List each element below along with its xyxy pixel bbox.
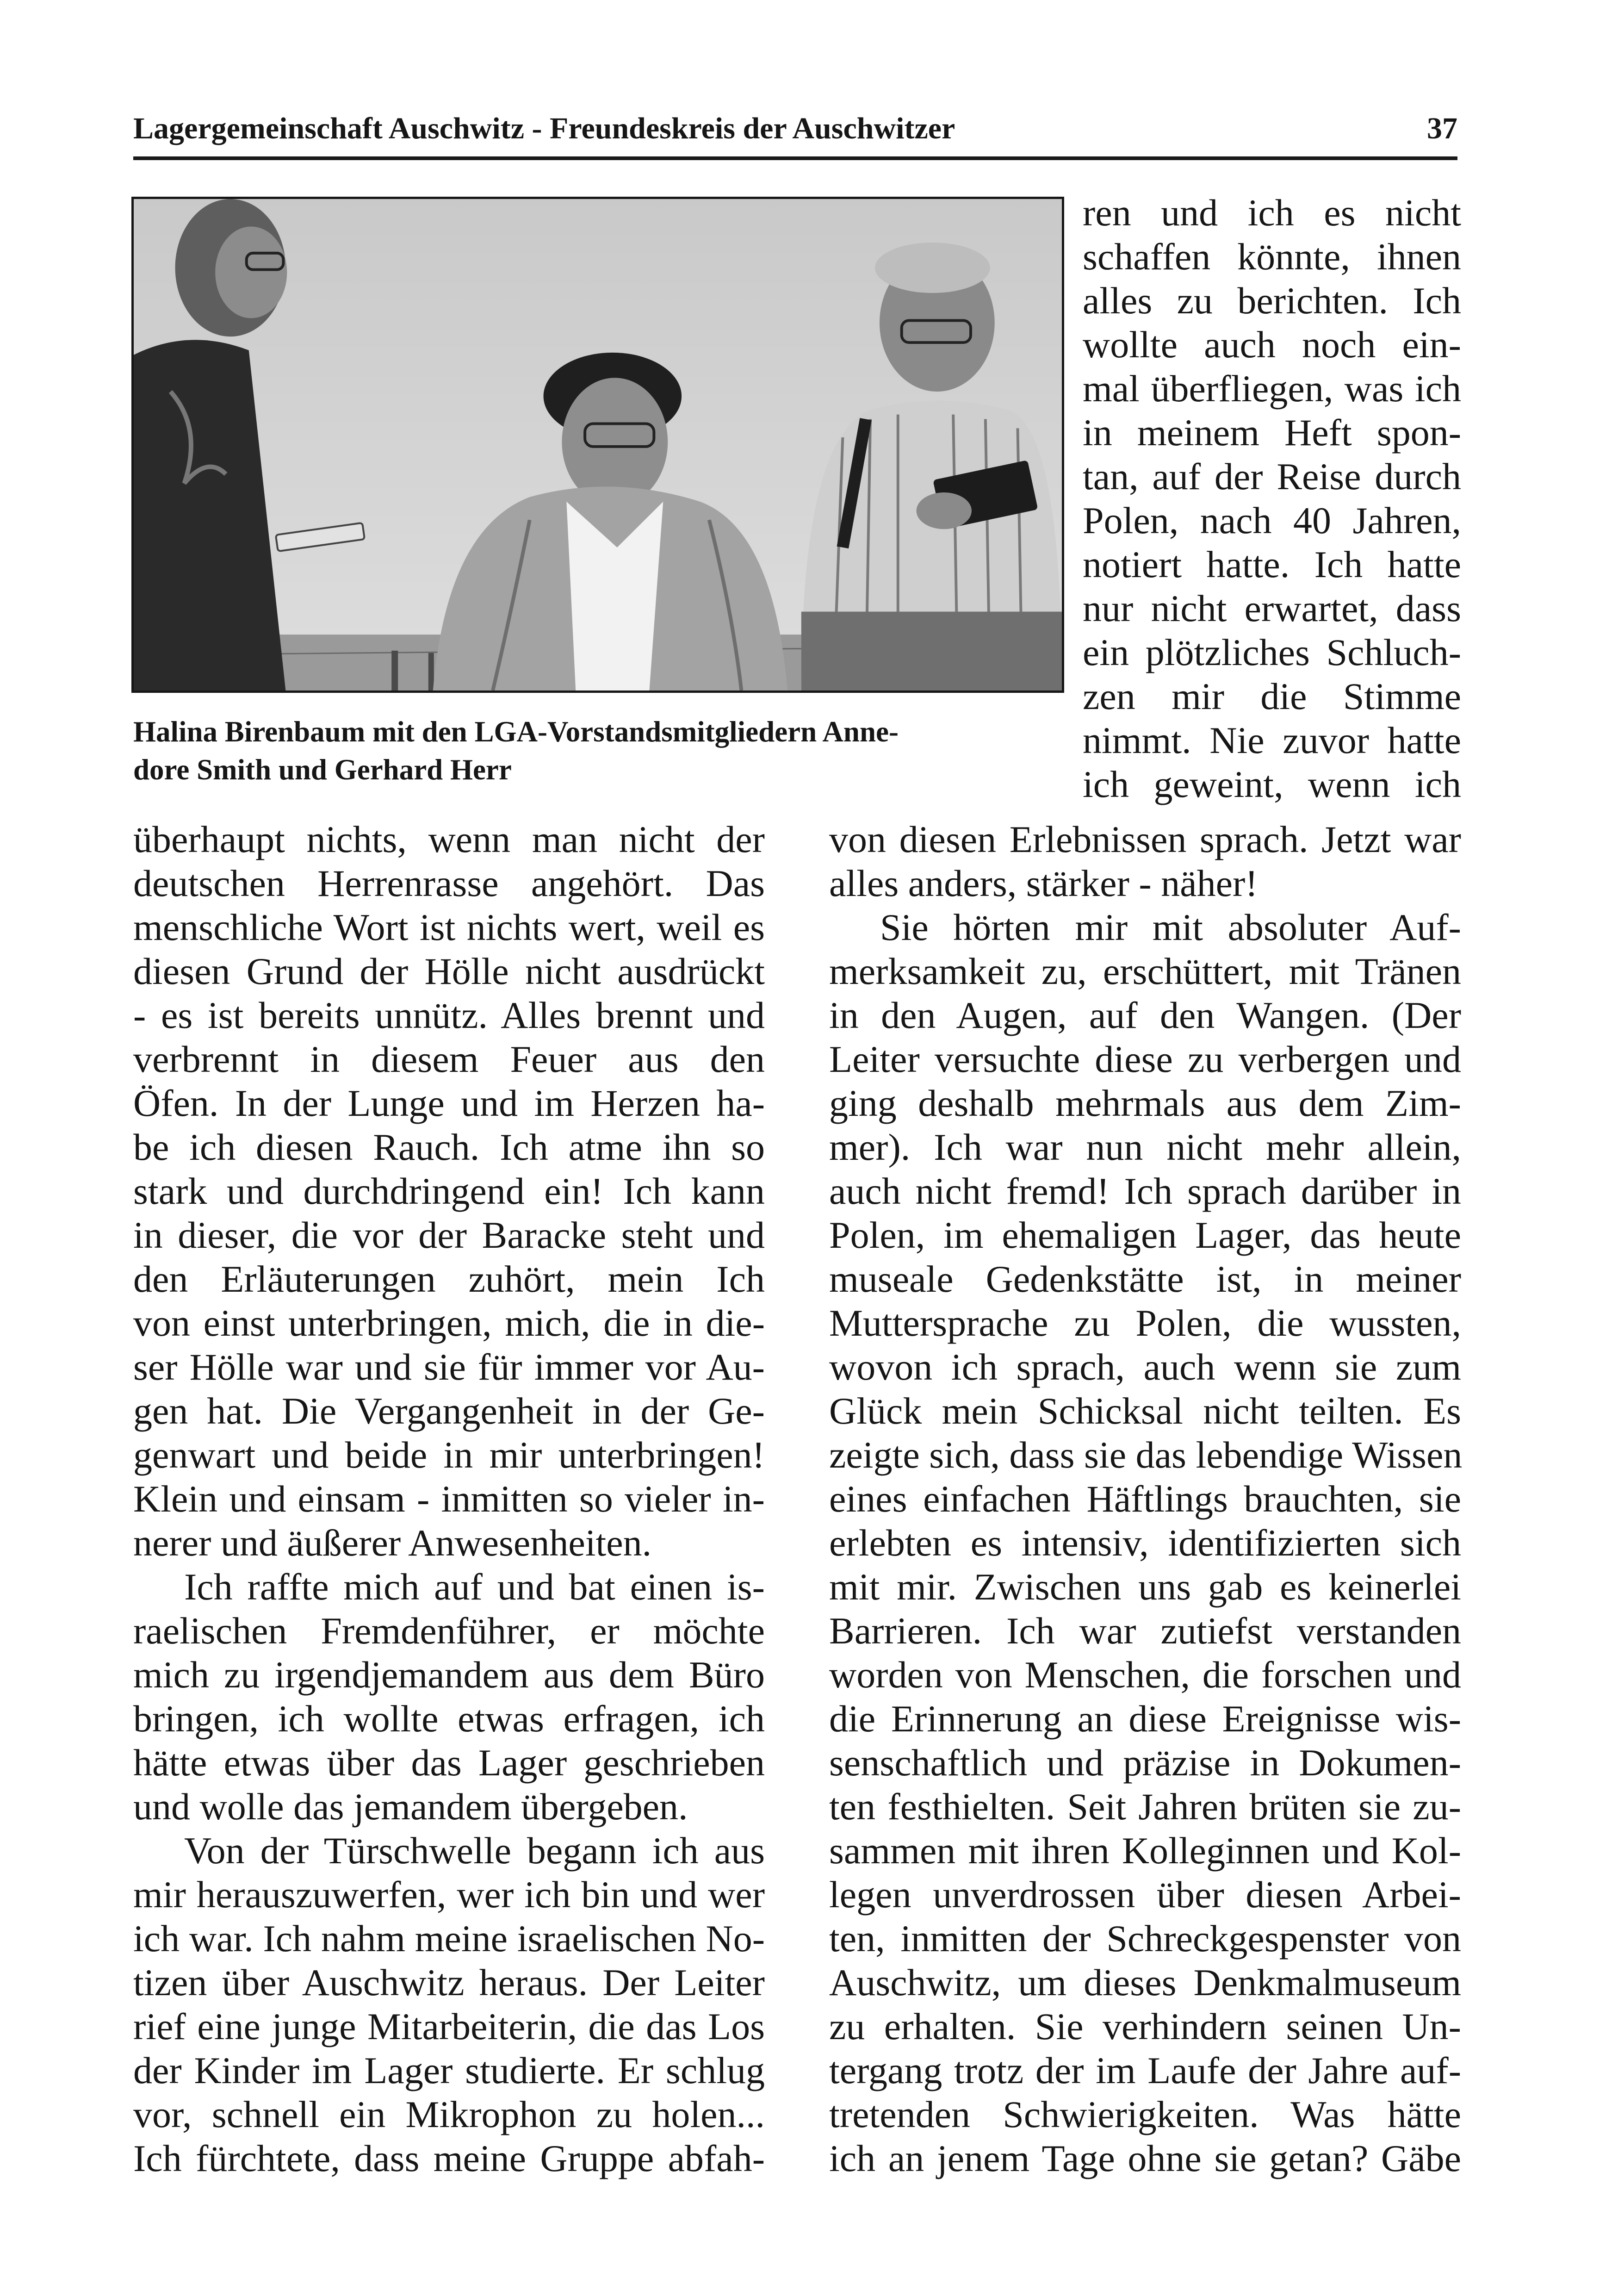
paragraph: [133, 817, 765, 1565]
text-line: mich zu irgendjemandem aus dem Büro: [133, 1654, 765, 1696]
paragraph: [829, 905, 1461, 2180]
text-line: Von der Türschwelle begann ich aus: [184, 1829, 765, 1872]
text-line: senschaftlich und präzise in Dokumen-: [829, 1742, 1461, 1784]
text-line: Leiter versuchte diese zu verbergen und: [829, 1038, 1461, 1080]
text-line: raelischen Fremdenführer, er möchte: [133, 1610, 765, 1652]
text-line: ging deshalb mehrmals aus dem Zim-: [829, 1082, 1461, 1124]
text-line: nur nicht erwartet, dass: [1083, 587, 1461, 629]
photo-image: [134, 199, 1062, 691]
text-line: genwart und beide in mir unterbringen!: [133, 1434, 765, 1476]
text-line: tan, auf der Reise durch: [1083, 455, 1461, 498]
text-line: tergang trotz der im Laufe der Jahre auf-: [829, 2049, 1461, 2091]
text-line: menschliche Wort ist nichts wert, weil es: [133, 906, 765, 948]
text-line: rief eine junge Mitarbeiterin, die das Los: [133, 2005, 765, 2047]
text-line: museale Gedenkstätte ist, in meiner: [829, 1258, 1461, 1300]
text-line: Ich fürchtete, dass meine Gruppe abfah-: [133, 2137, 765, 2179]
text-line: Öfen. In der Lunge und im Herzen ha-: [133, 1082, 765, 1124]
text-line: zu erhalten. Sie verhindern seinen Un-: [829, 2005, 1461, 2047]
text-line: stark und durchdringend ein! Ich kann: [133, 1170, 765, 1212]
text-line: nimmt. Nie zuvor hatte: [1083, 719, 1461, 761]
journal-title: Lagergemeinschaft Auschwitz - Freundeskreis der Auschwitzer: [133, 112, 955, 145]
text-line: tretenden Schwierigkeiten. Was hätte: [829, 2093, 1461, 2135]
text-line: ein plötzliches Schluch-: [1083, 631, 1461, 673]
text-line: Glück mein Schicksal nicht teilten. Es: [829, 1390, 1461, 1432]
text-line: den Erläuterungen zuhört, mein Ich: [133, 1258, 765, 1300]
text-line: zeigte sich, dass sie das lebendige Wissen: [829, 1434, 1463, 1476]
text-line: deutschen Herrenrasse angehört. Das: [133, 862, 765, 904]
text-line: in meinem Heft spon-: [1083, 411, 1461, 454]
paragraph: [829, 817, 1461, 905]
text-line: schaffen könnte, ihnen: [1083, 236, 1461, 278]
text-line: in den Augen, auf den Wangen. (Der: [829, 994, 1461, 1036]
text-line: mal überfliegen, was ich: [1083, 367, 1461, 410]
text-line: mer). Ich war nun nicht mehr allein,: [829, 1126, 1461, 1168]
text-column-top-right: [1083, 191, 1461, 806]
caption-line: dore Smith und Gerhard Herr: [133, 753, 512, 786]
text-line: ten festhielten. Seit Jahren brüten sie zu-: [829, 1786, 1461, 1828]
running-header: [133, 101, 1457, 160]
text-line: in dieser, die vor der Baracke steht und: [133, 1214, 765, 1256]
text-line: die Erinnerung an diese Ereignisse wis-: [829, 1698, 1461, 1740]
text-line: von diesen Erlebnissen sprach. Jetzt war: [829, 818, 1461, 860]
text-line: bringen, ich wollte etwas erfragen, ich: [133, 1698, 765, 1740]
text-line: Sie hörten mir mit absoluter Auf-: [880, 906, 1461, 948]
text-line: ten, inmitten der Schreckgespenster von: [829, 1917, 1461, 1960]
text-line: ich an jenem Tage ohne sie getan? Gäbe: [829, 2137, 1461, 2179]
text-line: alles anders, stärker - näher!: [829, 862, 1258, 904]
text-line: sammen mit ihren Kolleginnen und Kol-: [829, 1829, 1461, 1872]
text-line: merksamkeit zu, erschüttert, mit Tränen: [829, 950, 1461, 992]
text-line: Klein und einsam - inmitten so vieler in-: [133, 1478, 765, 1520]
text-line: auch nicht fremd! Ich sprach darüber in: [829, 1170, 1461, 1212]
paragraph: [133, 1829, 765, 2180]
text-line: worden von Menschen, die forschen und: [829, 1654, 1461, 1696]
text-line: be ich diesen Rauch. Ich atme ihn so: [133, 1126, 765, 1168]
paragraph: [133, 1565, 765, 1829]
text-line: eines einfachen Häftlings brauchten, sie: [829, 1478, 1461, 1520]
text-line: Polen, im ehemaligen Lager, das heute: [829, 1214, 1461, 1256]
text-line: ser Hölle war und sie für immer vor Au-: [133, 1346, 765, 1388]
text-line: nerer und äußerer Anwesenheiten.: [133, 1522, 652, 1564]
page-number: 37: [1427, 112, 1457, 145]
text-line: mit mir. Zwischen uns gab es keinerlei: [829, 1566, 1461, 1608]
text-column-right: [829, 817, 1461, 2180]
text-line: Barrieren. Ich war zutiefst verstanden: [829, 1610, 1461, 1652]
text-line: Polen, nach 40 Jahren,: [1083, 499, 1461, 541]
text-line: zen mir die Stimme: [1083, 675, 1461, 717]
text-line: erlebten es intensiv, identifizierten sich: [829, 1522, 1461, 1564]
text-line: Auschwitz, um dieses Denkmalmuseum: [829, 1961, 1461, 2004]
text-line: vor, schnell ein Mikrophon zu holen...: [133, 2093, 765, 2135]
photo-caption: [133, 713, 1059, 789]
text-line: der Kinder im Lager studierte. Er schlug: [133, 2049, 765, 2091]
caption-line: Halina Birenbaum mit den LGA-Vorstandsmitgliedern Anne-: [133, 716, 899, 748]
text-line: Muttersprache zu Polen, die wussten,: [829, 1302, 1461, 1344]
text-line: diesen Grund der Hölle nicht ausdrückt: [133, 950, 765, 992]
text-line: mir herauszuwerfen, wer ich bin und wer: [133, 1873, 765, 1916]
text-line: wovon ich sprach, auch wenn sie zum: [829, 1346, 1461, 1388]
text-line: verbrennt in diesem Feuer aus den: [133, 1038, 765, 1080]
text-column-left: [133, 817, 765, 2180]
text-line: legen unverdrossen über diesen Arbei-: [829, 1873, 1461, 1916]
text-line: gen hat. Die Vergangenheit in der Ge-: [133, 1390, 765, 1432]
text-line: alles zu berichten. Ich: [1083, 280, 1461, 322]
text-line: notiert hatte. Ich hatte: [1083, 543, 1461, 585]
text-line: tizen über Auschwitz heraus. Der Leiter: [133, 1961, 765, 2004]
text-line: wollte auch noch ein-: [1083, 324, 1461, 366]
text-line: überhaupt nichts, wenn man nicht der: [133, 818, 765, 860]
text-line: - es ist bereits unnütz. Alles brennt und: [133, 994, 765, 1036]
text-line: Ich raffte mich auf und bat einen is-: [184, 1566, 765, 1608]
text-line: ren und ich es nicht: [1083, 192, 1461, 234]
text-line: von einst unterbringen, mich, die in die-: [133, 1302, 765, 1344]
text-line: ich geweint, wenn ich: [1083, 763, 1461, 805]
text-line: hätte etwas über das Lager geschrieben: [133, 1742, 765, 1784]
photo: [131, 197, 1064, 693]
text-line: und wolle das jemandem übergeben.: [133, 1786, 688, 1828]
text-line: ich war. Ich nahm meine israelischen No-: [133, 1917, 765, 1960]
